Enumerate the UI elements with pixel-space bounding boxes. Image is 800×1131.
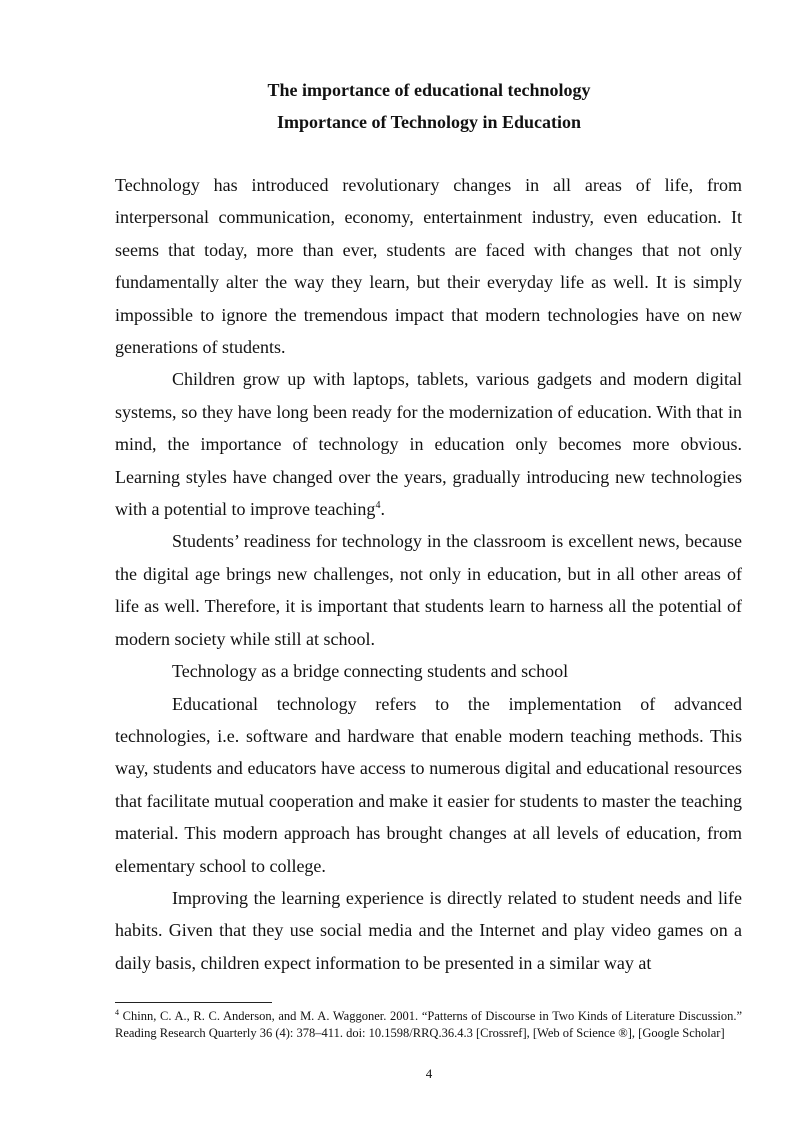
paragraph-5: Educational technology refers to the implementation of advanced technologies, i.e. software and hardware that enable modern teaching methods. This way, students and educators have access to numerous digital and educational resources that facilitate mutual cooperation and make it easier for students to master the teaching material. This modern approach has brought changes at all levels of education, from elementary school to college. (115, 693, 742, 876)
page-number: 4 (425, 1066, 433, 1081)
paragraph-4: Technology as a bridge connecting students and school (172, 661, 569, 682)
footnote-divider (115, 1002, 272, 1003)
paragraph-2 (115, 363, 742, 525)
title-block (0, 74, 800, 138)
paragraph-2-end: . (380, 499, 385, 520)
paragraph-2-text: Children grow up with laptops, tablets, various gadgets and modern digital systems, so they have long been ready for the modernization of education. With that in mind, the importance of technology in education only becomes more obvious. Learning styles have changed over the years, gradually introducing new technologies with a potential to improve teaching (115, 369, 742, 520)
document-subtitle: Importance of Technology in Education (276, 112, 582, 132)
paragraph-3: Students’ readiness for technology in the classroom is excellent news, because the digital age brings new challenges, not only in education, but in all other areas of life as well. Therefore, it is important that students learn to harness all the potential of modern society while still at school. (115, 531, 742, 649)
footnote (115, 1008, 742, 1041)
footnote-reference: 4 (375, 500, 381, 512)
document-title: The importance of educational technology (267, 80, 591, 100)
body-text (115, 169, 742, 979)
footnote-text: Chinn, C. A., R. C. Anderson, and M. A. Waggoner. 2001. “Patterns of Discourse in Two Kinds of Literature Discussion.” Reading Research Quarterly 36 (4): 378–411. doi: 10.1598/RRQ.36.4.3 [Crossref], [Web of Science ®], [Google Scholar] (115, 1009, 742, 1040)
paragraph-1: Technology has introduced revolutionary changes in all areas of life, from interpersonal communication, economy, entertainment industry, even education. It seems that today, more than ever, students are faced with changes that not only fundamentally alter the way they learn, but their everyday life as well. It is simply impossible to ignore the tremendous impact that modern technologies have on new generations of students. (115, 175, 742, 358)
footnote-mark: 4 (115, 1007, 119, 1017)
paragraph-6: Improving the learning experience is directly related to student needs and life habits. Given that they use social media and the Internet and play video games on a daily basis, children expect information to be presented in a similar way at (115, 887, 742, 973)
